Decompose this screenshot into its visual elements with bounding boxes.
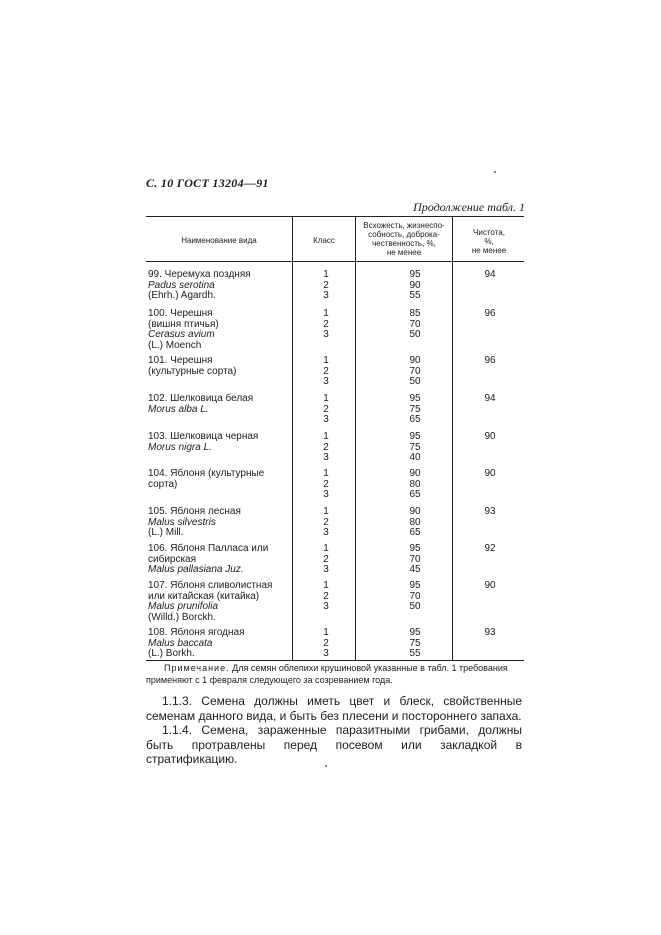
header-germination-line: не менее <box>386 248 422 257</box>
class-value: 2 <box>323 516 329 528</box>
header-germination-line: чественность, %, <box>372 239 436 248</box>
class-values <box>306 581 346 613</box>
species-latin: Morus nigra L. <box>148 441 212 453</box>
species-author: (Ehrh.) Agardh. <box>148 290 216 301</box>
species-name <box>148 432 298 453</box>
class-values <box>306 432 346 464</box>
purity-value: 92 <box>484 543 496 554</box>
class-value: 1 <box>323 355 329 366</box>
germination-value: 90 <box>409 279 421 291</box>
paragraph-1-1-4: 1.1.4. Семена, зараженные паразитными грибами, должны быть протравлены перед посевом или закладкой в стратификацию. <box>146 723 522 766</box>
class-value: 3 <box>323 648 329 659</box>
species-title: 101. Черешня <box>148 355 213 366</box>
table-note <box>146 662 522 686</box>
species-latin: Malus pallasiana Juz. <box>148 564 244 575</box>
class-values <box>306 628 346 660</box>
class-value: 3 <box>323 290 329 301</box>
germination-values <box>385 309 445 341</box>
germination-value: 70 <box>409 553 421 565</box>
class-values <box>306 507 346 539</box>
class-value: 3 <box>323 527 329 538</box>
class-value: 1 <box>323 627 329 638</box>
purity-value: 90 <box>484 580 496 591</box>
class-value: 1 <box>323 580 329 591</box>
class-value: 3 <box>323 564 329 575</box>
species-name <box>148 628 298 660</box>
class-value: 3 <box>323 601 329 612</box>
germination-values <box>385 356 445 388</box>
species-title-cont: или китайская (китайка) <box>148 590 260 602</box>
class-values <box>306 309 346 341</box>
purity-value: 96 <box>484 355 496 366</box>
species-latin: Malus silvestris <box>148 516 216 528</box>
germination-value: 95 <box>409 431 421 442</box>
scan-speck <box>325 765 327 767</box>
germination-values <box>385 394 445 426</box>
class-value: 1 <box>323 393 329 404</box>
class-value: 2 <box>323 553 329 565</box>
germination-value: 55 <box>409 648 421 659</box>
species-latin: Padus serotina <box>148 279 215 291</box>
table-bottom-rule <box>146 660 524 661</box>
paragraph-1-1-3: 1.1.3. Семена должны иметь цвет и блеск, свойственные семенам данного вида, и быть без плесени и постороннего запаха. <box>146 694 522 723</box>
species-title: 103. Шелковица черная <box>148 431 259 442</box>
table-continuation-label: Продолжение табл. 1 <box>413 200 525 214</box>
species-latin: Morus alba L. <box>148 403 209 415</box>
class-value: 2 <box>323 478 329 490</box>
header-germination-line: Всхожесть, жизнеспо- <box>363 221 445 230</box>
species-author: (L.) Borkh. <box>148 648 195 659</box>
germination-value: 95 <box>409 269 421 280</box>
species-name <box>148 469 298 490</box>
species-latin: Malus baccata <box>148 637 213 649</box>
class-value: 2 <box>323 637 329 649</box>
germination-value: 90 <box>409 355 421 366</box>
germination-value: 95 <box>409 627 421 638</box>
germination-value: 70 <box>409 590 421 602</box>
germination-value: 70 <box>409 365 421 377</box>
page-header: С. 10 ГОСТ 13204—91 <box>146 176 269 190</box>
species-title: 106. Яблоня Палласа или <box>148 543 269 554</box>
germination-values <box>385 628 445 660</box>
note-label: Примечание. <box>164 663 230 673</box>
germination-value: 85 <box>409 308 421 319</box>
class-value: 3 <box>323 452 329 463</box>
header-name: Наименование вида <box>181 236 257 245</box>
species-latin: Malus prunifolia <box>148 601 219 612</box>
note-text: Для семян облепихи крушиновой указанные в табл. 1 требования применяют с 1 февраля следующего за созреванием года. <box>146 663 508 685</box>
table-header-rule <box>146 261 524 262</box>
class-values <box>306 544 346 576</box>
germination-values <box>385 432 445 464</box>
purity-value: 90 <box>484 468 496 479</box>
germination-value: 55 <box>409 290 421 301</box>
germination-value: 50 <box>409 329 421 340</box>
header-germination-line: собность, доброка- <box>368 230 440 239</box>
germination-value: 65 <box>409 489 421 500</box>
header-purity <box>454 228 524 255</box>
germination-value: 95 <box>409 580 421 591</box>
species-title: 108. Яблоня ягодная <box>148 627 245 638</box>
table-divider-2 <box>355 216 356 660</box>
class-value: 1 <box>323 308 329 319</box>
germination-value: 75 <box>409 441 421 453</box>
species-author: (L.) Mill. <box>148 527 184 538</box>
germination-values <box>385 544 445 576</box>
species-name <box>148 544 298 576</box>
header-germination <box>357 221 451 257</box>
species-title-cont: сибирская <box>148 553 197 565</box>
purity-value: 93 <box>484 627 496 638</box>
germination-values <box>385 507 445 539</box>
class-value: 2 <box>323 590 329 602</box>
germination-value: 50 <box>409 601 421 612</box>
species-title: 100. Черешня <box>148 308 213 319</box>
species-author: (L.) Moench <box>148 339 202 351</box>
germination-value: 80 <box>409 478 421 490</box>
species-title: 105. Яблоня лесная <box>148 506 241 517</box>
class-value: 2 <box>323 403 329 415</box>
class-value: 1 <box>323 269 329 280</box>
header-purity-line: Чистота, <box>473 228 505 237</box>
class-values <box>306 270 346 302</box>
class-value: 2 <box>323 318 329 330</box>
species-name <box>148 507 298 539</box>
germination-value: 65 <box>409 414 421 425</box>
purity-value: 90 <box>484 431 496 442</box>
germination-value: 45 <box>409 564 421 575</box>
class-value: 1 <box>323 431 329 442</box>
species-name <box>148 356 298 377</box>
class-value: 3 <box>323 329 329 340</box>
germination-values <box>385 270 445 302</box>
species-title-cont: (вишня птичья) <box>148 318 219 330</box>
germination-values <box>385 581 445 613</box>
germination-value: 40 <box>409 452 421 463</box>
class-value: 1 <box>323 468 329 479</box>
class-value: 2 <box>323 441 329 453</box>
species-title: 99. Черемуха поздняя <box>148 269 251 280</box>
class-values <box>306 394 346 426</box>
table-divider-3 <box>452 216 453 660</box>
table-top-rule <box>146 216 524 217</box>
purity-value: 94 <box>484 393 496 404</box>
class-value: 3 <box>323 489 329 500</box>
species-name <box>148 309 298 351</box>
purity-value: 93 <box>484 506 496 517</box>
germination-value: 95 <box>409 543 421 554</box>
germination-value: 75 <box>409 637 421 649</box>
germination-value: 65 <box>409 527 421 538</box>
header-class: Класс <box>313 236 335 245</box>
class-value: 2 <box>323 279 329 291</box>
class-value: 1 <box>323 543 329 554</box>
germination-value: 50 <box>409 376 421 387</box>
species-title-cont: сорта) <box>148 478 178 490</box>
header-purity-line: %, <box>484 237 494 246</box>
class-values <box>306 356 346 388</box>
species-latin: Cerasus avium <box>148 329 215 340</box>
class-value: 3 <box>323 414 329 425</box>
species-title: 104. Яблоня (культурные <box>148 468 265 479</box>
species-author: (Willd.) Borckh. <box>148 611 216 623</box>
species-name <box>148 394 298 415</box>
species-title: 102. Шелковица белая <box>148 393 254 404</box>
species-title: 107. Яблоня сливолистная <box>148 580 273 591</box>
germination-value: 95 <box>409 393 421 404</box>
purity-value: 94 <box>484 269 496 280</box>
germination-values <box>385 469 445 501</box>
germination-value: 90 <box>409 468 421 479</box>
class-value: 3 <box>323 376 329 387</box>
scan-speck <box>494 171 496 173</box>
germination-value: 80 <box>409 516 421 528</box>
class-value: 2 <box>323 365 329 377</box>
germination-value: 75 <box>409 403 421 415</box>
species-name <box>148 581 298 623</box>
class-values <box>306 469 346 501</box>
germination-value: 90 <box>409 506 421 517</box>
header-purity-line: не менее <box>471 246 507 255</box>
class-value: 1 <box>323 506 329 517</box>
purity-value: 96 <box>484 308 496 319</box>
germination-value: 70 <box>409 318 421 330</box>
species-title-cont: (культурные сорта) <box>148 365 237 377</box>
species-name <box>148 270 298 302</box>
